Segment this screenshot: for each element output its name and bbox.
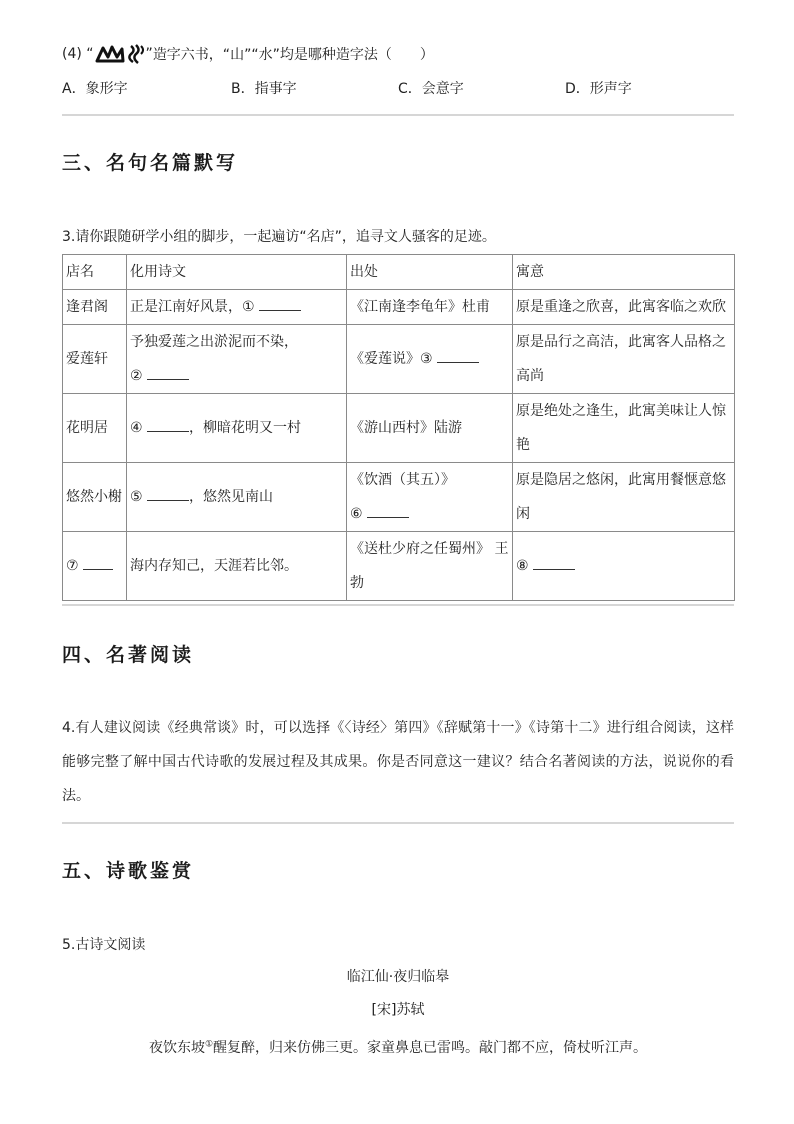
table-row bbox=[63, 325, 735, 394]
poem-cell bbox=[127, 394, 347, 463]
meaning-cell bbox=[513, 532, 735, 601]
answer-blank-1[interactable] bbox=[259, 300, 301, 311]
header-cell: 寓意 bbox=[513, 255, 735, 290]
q4-prefix: (4) “ bbox=[62, 46, 94, 62]
poem-cell: 海内存知己，天涯若比邻。 bbox=[127, 532, 347, 601]
poem-cell bbox=[127, 290, 347, 325]
q4-middle: ” bbox=[145, 46, 153, 62]
question-5-text: 5.古诗文阅读 bbox=[62, 937, 146, 953]
poem-shop-table bbox=[62, 254, 735, 601]
source-cell: 《游山西村》陆游 bbox=[347, 394, 513, 463]
poem-text: 夜饮东坡 bbox=[148, 1040, 205, 1056]
section-5-title: 五、诗歌鉴赏 bbox=[62, 860, 195, 882]
poem-marker: ④ bbox=[130, 420, 143, 436]
source-cell: 《江南逢李龟年》杜甫 bbox=[347, 290, 513, 325]
question-4-line bbox=[62, 44, 434, 64]
section-3-title: 三、名句名篇默写 bbox=[62, 152, 239, 174]
header-cell: 化用诗文 bbox=[127, 255, 347, 290]
answer-blank-2[interactable] bbox=[147, 369, 189, 380]
source-text: 《爱莲说》③ bbox=[350, 351, 433, 367]
poem-marker: ⑤ bbox=[130, 489, 143, 505]
water-oracle-icon bbox=[127, 44, 145, 64]
option-b: B．指事字 bbox=[231, 81, 297, 97]
shop-marker: ⑦ bbox=[66, 558, 79, 574]
meaning-cell: 原是重逢之欣喜，此寓客临之欢欣 bbox=[513, 290, 735, 325]
poem-line-1 bbox=[62, 1037, 734, 1057]
poem-text: ，柳暗花明又一村 bbox=[189, 420, 302, 436]
poem-text: 醒复醉，归来仿佛三更。家童鼻息已雷鸣。敲门都不应，倚杖听江声。 bbox=[213, 1040, 648, 1056]
table-row bbox=[63, 290, 735, 325]
poem-marker: ② bbox=[130, 368, 143, 384]
poem-text: ，悠然见南山 bbox=[189, 489, 274, 505]
poem-cell bbox=[127, 463, 347, 532]
answer-blank-7[interactable] bbox=[83, 559, 113, 570]
divider bbox=[62, 822, 734, 824]
poem-title: 临江仙·夜归临皋 bbox=[346, 969, 450, 985]
question-4-text: 4.有人建议阅读《经典常谈》时，可以选择《〈诗经〉第四》《辞赋第十一》《诗第十二》进行组合阅读，这样能够完整了解中国古代诗歌的发展过程及其成果。你是否同意这一建议？结合名著阅读的方法，说说你的看法。 bbox=[62, 720, 734, 804]
answer-blank-3[interactable] bbox=[437, 352, 479, 363]
poem-text: 予独爱莲之出淤泥而不染， bbox=[130, 334, 298, 350]
answer-blank-4[interactable] bbox=[147, 421, 189, 432]
poem-cell bbox=[127, 325, 347, 394]
meaning-cell: 原是绝处之逢生，此寓美味让人惊艳 bbox=[513, 394, 735, 463]
question-3-text: 3.请你跟随研学小组的脚步，一起遍访“名店”，追寻文人骚客的足迹。 bbox=[62, 229, 496, 245]
poem-author: [宋]苏轼 bbox=[371, 1002, 425, 1018]
q4-stem: 造字六书，“山”“水”均是哪种造字法（ ） bbox=[152, 47, 434, 63]
source-cell bbox=[347, 463, 513, 532]
shop-name: 逢君阁 bbox=[63, 290, 127, 325]
table-row bbox=[63, 463, 735, 532]
table-header-row bbox=[63, 255, 735, 290]
source-cell: 《送杜少府之任蜀州》 王勃 bbox=[347, 532, 513, 601]
shop-name-cell bbox=[63, 532, 127, 601]
table-row bbox=[63, 394, 735, 463]
meaning-marker: ⑧ bbox=[516, 558, 529, 574]
source-text: 《饮酒（其五）》 bbox=[350, 472, 455, 488]
header-cell: 店名 bbox=[63, 255, 127, 290]
option-c: C．会意字 bbox=[398, 81, 464, 97]
divider bbox=[62, 604, 734, 606]
source-marker: ⑥ bbox=[350, 506, 363, 522]
meaning-cell: 原是隐居之悠闲，此寓用餐惬意悠闲 bbox=[513, 463, 735, 532]
shop-name: 花明居 bbox=[63, 394, 127, 463]
answer-blank-6[interactable] bbox=[367, 507, 409, 518]
table-row bbox=[63, 532, 735, 601]
header-cell: 出处 bbox=[347, 255, 513, 290]
divider bbox=[62, 114, 734, 116]
shop-name: 悠然小榭 bbox=[63, 463, 127, 532]
shop-name: 爱莲轩 bbox=[63, 325, 127, 394]
source-cell bbox=[347, 325, 513, 394]
meaning-cell: 原是品行之高洁，此寓客人品格之高尚 bbox=[513, 325, 735, 394]
mountain-oracle-icon bbox=[95, 45, 125, 63]
footnote-marker[interactable]: ① bbox=[204, 1039, 214, 1050]
option-a: A．象形字 bbox=[62, 81, 128, 97]
section-4-title: 四、名著阅读 bbox=[62, 644, 195, 666]
poem-text: 正是江南好风景，① bbox=[130, 299, 255, 315]
answer-blank-5[interactable] bbox=[147, 490, 189, 501]
option-d: D．形声字 bbox=[565, 81, 632, 97]
answer-blank-8[interactable] bbox=[533, 559, 575, 570]
